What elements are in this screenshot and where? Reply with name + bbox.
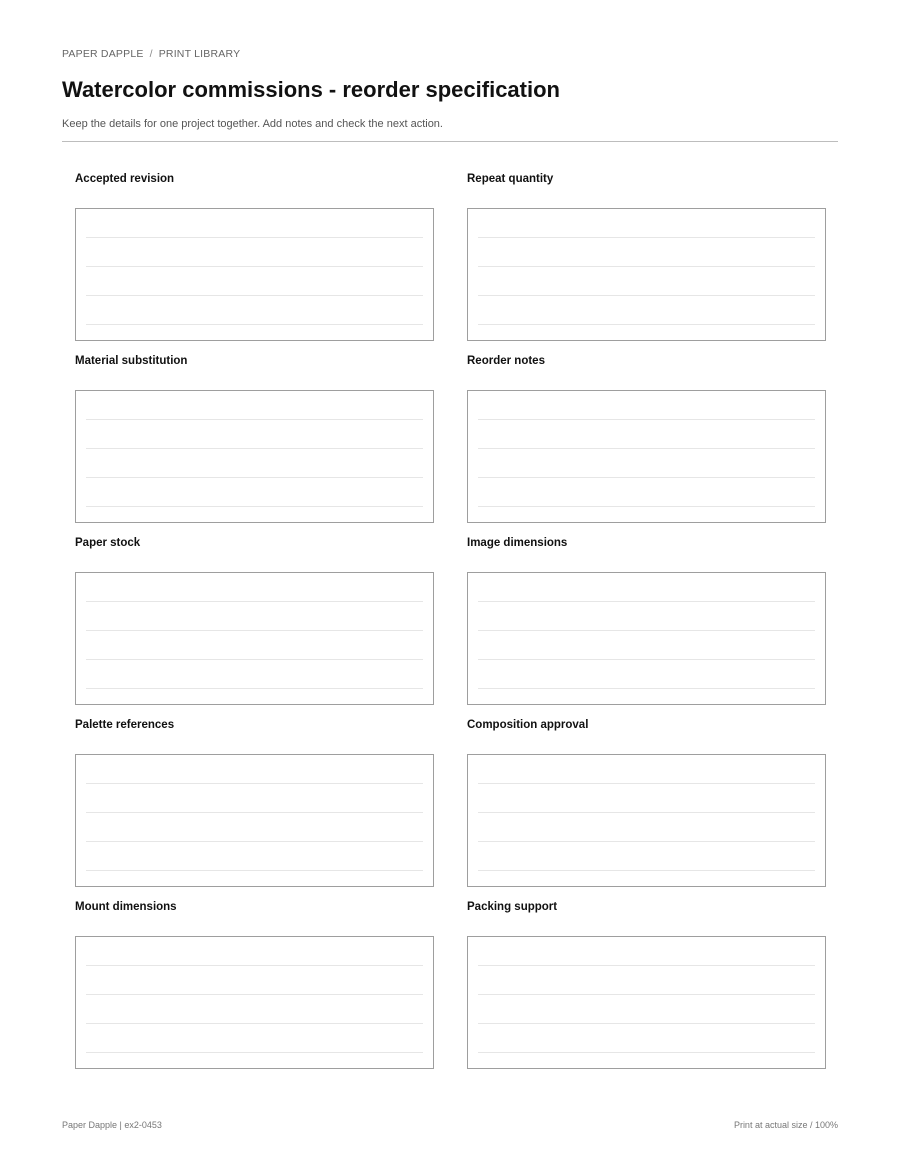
field-palette-references	[75, 718, 434, 900]
notes-box[interactable]	[75, 390, 434, 523]
write-line	[478, 812, 815, 813]
breadcrumb-section: PRINT LIBRARY	[158, 48, 241, 60]
write-line	[478, 870, 815, 871]
write-line	[478, 841, 815, 842]
field-label: Palette references	[75, 719, 175, 731]
write-line	[478, 295, 815, 296]
field-label: Repeat quantity	[467, 173, 554, 185]
write-line	[86, 237, 423, 238]
field-material-substitution	[75, 354, 434, 536]
field-label: Paper stock	[75, 537, 141, 549]
page-subtitle: Keep the details for one project together. Add notes and check the next action.	[62, 118, 443, 130]
field-label: Mount dimensions	[75, 901, 177, 913]
footer-document-id: Paper Dapple | ex2-0453	[62, 1120, 162, 1130]
write-line	[478, 506, 815, 507]
write-line	[478, 1052, 815, 1053]
field-packing-support	[467, 900, 826, 1082]
field-label: Material substitution	[75, 355, 188, 367]
write-line	[86, 1023, 423, 1024]
field-label: Reorder notes	[467, 355, 545, 367]
write-line	[478, 601, 815, 602]
write-line	[86, 324, 423, 325]
fields-grid	[75, 172, 825, 1082]
write-line	[478, 630, 815, 631]
write-line	[86, 870, 423, 871]
write-line	[478, 659, 815, 660]
field-image-dimensions	[467, 536, 826, 718]
write-line	[86, 419, 423, 420]
write-line	[86, 448, 423, 449]
field-accepted-revision	[75, 172, 434, 354]
field-repeat-quantity	[467, 172, 826, 354]
write-line	[86, 295, 423, 296]
breadcrumb	[62, 47, 838, 61]
write-line	[86, 994, 423, 995]
write-line	[86, 783, 423, 784]
field-paper-stock	[75, 536, 434, 718]
write-line	[86, 841, 423, 842]
field-label: Packing support	[467, 901, 558, 913]
write-line	[86, 266, 423, 267]
page-footer	[62, 1119, 838, 1131]
write-line	[478, 237, 815, 238]
write-line	[86, 659, 423, 660]
page-title: Watercolor commissions - reorder specification	[62, 77, 560, 102]
write-line	[478, 688, 815, 689]
write-line	[478, 994, 815, 995]
write-line	[86, 630, 423, 631]
field-label: Composition approval	[467, 719, 589, 731]
notes-box[interactable]	[467, 572, 826, 705]
field-label: Accepted revision	[75, 173, 175, 185]
write-line	[478, 477, 815, 478]
field-reorder-notes	[467, 354, 826, 536]
write-line	[86, 688, 423, 689]
notes-box[interactable]	[75, 936, 434, 1069]
field-composition-approval	[467, 718, 826, 900]
breadcrumb-separator: /	[149, 48, 153, 60]
notes-box[interactable]	[75, 754, 434, 887]
write-line	[478, 419, 815, 420]
write-line	[86, 812, 423, 813]
notes-box[interactable]	[467, 936, 826, 1069]
write-line	[86, 506, 423, 507]
footer-print-note: Print at actual size / 100%	[733, 1120, 838, 1130]
write-line	[478, 1023, 815, 1024]
field-mount-dimensions	[75, 900, 434, 1082]
notes-box[interactable]	[75, 572, 434, 705]
page-header	[62, 47, 838, 131]
write-line	[478, 266, 815, 267]
notes-box[interactable]	[467, 208, 826, 341]
write-line	[86, 965, 423, 966]
write-line	[86, 601, 423, 602]
header-divider	[62, 141, 838, 142]
notes-box[interactable]	[75, 208, 434, 341]
write-line	[478, 783, 815, 784]
notes-box[interactable]	[467, 754, 826, 887]
write-line	[86, 477, 423, 478]
breadcrumb-brand: PAPER DAPPLE	[62, 48, 144, 60]
notes-box[interactable]	[467, 390, 826, 523]
write-line	[478, 324, 815, 325]
write-line	[478, 965, 815, 966]
field-label: Image dimensions	[467, 537, 568, 549]
write-line	[86, 1052, 423, 1053]
write-line	[478, 448, 815, 449]
